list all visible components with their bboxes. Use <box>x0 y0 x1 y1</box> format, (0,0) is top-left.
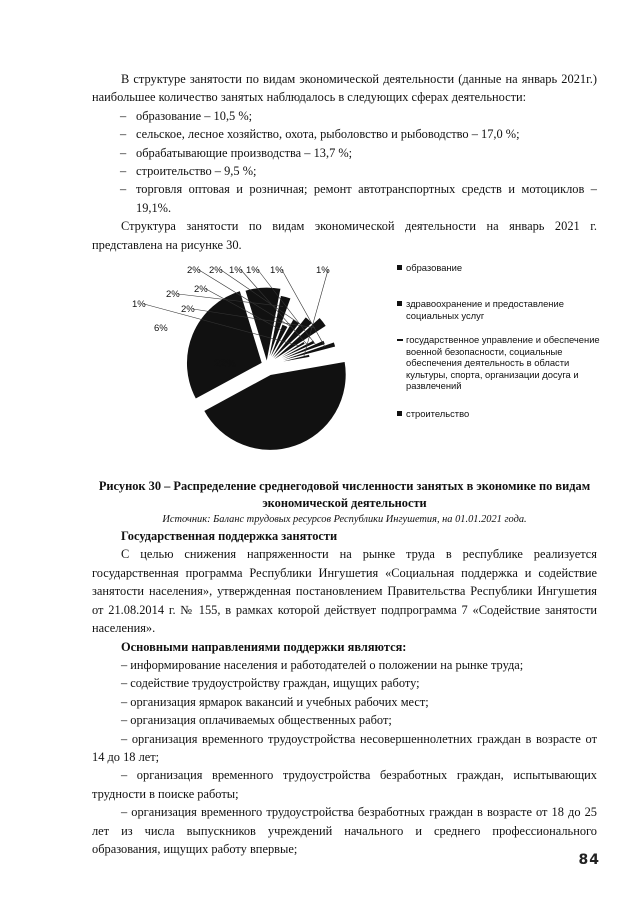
support-heading: Государственная поддержка занятости <box>121 529 338 544</box>
pie-data-label: 1% <box>132 299 146 311</box>
pie-data-label: 2% <box>181 304 195 316</box>
direction-item: – организация ярмарок вакансий и учебных рабочих мест; <box>121 694 429 709</box>
legend-swatch <box>397 411 402 416</box>
direction-item: – содействие трудоустройству граждан, ищущих работу; <box>121 676 420 691</box>
figure-source: Источник: Баланс трудовых ресурсов Республики Ингушетия, на 01.01.2021 года. <box>162 514 527 526</box>
pie-data-label: 6% <box>154 323 168 335</box>
direction-item: – организация временного трудоустройства несовершеннолетних граждан в возрасте от 14 до 18 лет; <box>92 731 597 764</box>
pie-data-label: 2% <box>209 265 223 277</box>
legend-item <box>397 334 602 392</box>
direction-item: – организация временного трудоустройства безработных граждан, испытывающих трудности в поиске работы; <box>92 768 597 801</box>
sector-item-trade: – торговля оптовая и розничная; ремонт автотранспортных средств и мотоциклов – 19,1%. <box>120 180 597 217</box>
sector-list <box>92 107 597 217</box>
legend-label: здравоохранение и предоставление социальных услуг <box>406 298 564 321</box>
legend-label: государственное управление и обеспечение военной безопасности, социальные обеспечения деятельность в области культуры, спорта, организации досуга и развлечений <box>406 334 600 392</box>
employment-pie-chart <box>92 260 600 468</box>
pie-data-label: 2% <box>166 289 180 301</box>
pie-chart-canvas <box>92 260 392 468</box>
intro-paragraph: В структуре занятости по видам экономической деятельности (данные на январь 2021г.) наибольшее количество занятых наблюдалось в следующих сферах деятельности: <box>92 72 597 105</box>
direction-item: – информирование населения и работодателей о положении на рынке труда; <box>121 657 524 672</box>
pie-data-label: 2% <box>194 284 208 296</box>
page-number: 84 <box>578 852 600 868</box>
direction-item: – организация оплачиваемых общественных работ; <box>121 713 392 728</box>
support-paragraph: С целью снижения напряженности на рынке труда в республике реализуется государственная программа Республики Ингушетия «Социальная поддержка и содействие занятости населения», утвержденная постановлением Правительства Республики Ингушетия от 21.08.2014 г. № 155, в рамках которой действует подпрограмма 7 «Содействие занятости населения». <box>92 547 597 636</box>
pie-data-label: 22% <box>214 358 237 371</box>
legend-swatch <box>397 301 402 306</box>
sector-item-construction: – строительство – 9,5 %; <box>120 162 597 180</box>
directions-heading: Основными направлениями поддержки являются: <box>121 639 407 654</box>
legend-label: образование <box>406 262 463 274</box>
sector-item-education: – образование – 10,5 %; <box>120 107 597 125</box>
sector-item-manufacturing: – обрабатывающие производства – 13,7 %; <box>120 144 597 162</box>
direction-item: – организация временного трудоустройства безработных граждан в возрасте от 18 до 25 лет из числа выпускников учреждений начального и среднего профессионального образования, ищущих работу впервые; <box>92 805 597 856</box>
directions-list <box>92 656 597 858</box>
legend-item <box>397 408 602 420</box>
pie-data-label: 2% <box>187 265 201 277</box>
pie-data-label: 1% <box>270 265 284 277</box>
legend-item <box>397 262 602 274</box>
sector-item-agriculture: – сельское, лесное хозяйство, охота, рыболовство и рыбоводство – 17,0 %; <box>120 125 597 143</box>
pie-data-label: 1% <box>316 265 330 277</box>
legend-swatch <box>397 339 403 341</box>
legend-swatch <box>397 265 402 270</box>
legend-label: строительство <box>406 408 470 420</box>
document-page <box>92 70 600 858</box>
pie-data-label: 1% <box>246 265 260 277</box>
figure-caption: Рисунок 30 – Распределение среднегодовой численности занятых в экономике по видам экономической деятельности <box>98 479 591 511</box>
figure-reference-paragraph: Структура занятости по видам экономической деятельности на январь 2021 г. представлена на рисунке 30. <box>92 219 597 252</box>
pie-data-label: 1% <box>229 265 243 277</box>
legend-item <box>397 298 602 321</box>
